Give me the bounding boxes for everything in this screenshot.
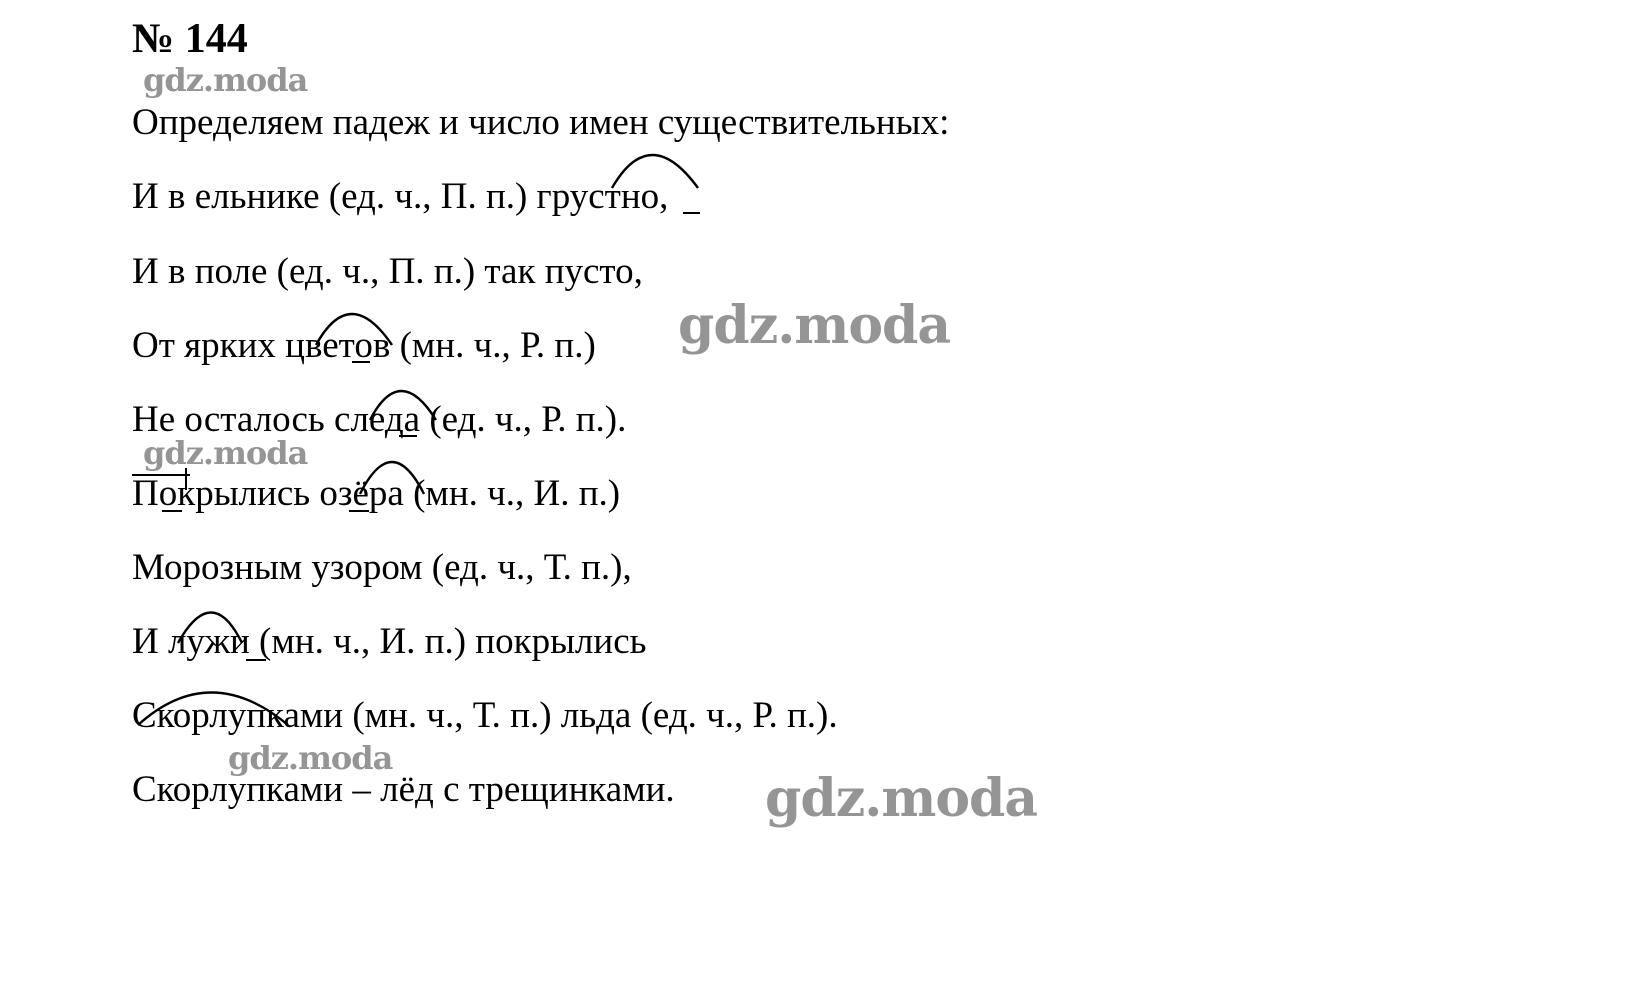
poem-line-1: И в ельнике (ед. ч., П. п.) грустно, xyxy=(132,176,669,217)
poem-line-4: Не осталось следа (ед. ч., Р. п.). xyxy=(132,399,627,440)
intro-text: Определяем падеж и число имен существительных: xyxy=(132,102,950,143)
poem-line-8: Скорлупками (мн. ч., Т. п.) льда (ед. ч., Р. п.). xyxy=(132,695,838,736)
watermark: gdz.moda xyxy=(143,434,308,472)
poem-line-2: И в поле (ед. ч., П. п.) так пусто, xyxy=(132,251,643,292)
poem-line-6: Морозным узором (ед. ч., Т. п.), xyxy=(132,547,632,588)
watermark: gdz.moda xyxy=(765,768,1038,829)
poem-line-7: И лужи (мн. ч., И. п.) покрылись xyxy=(132,621,647,662)
watermark: gdz.moda xyxy=(143,61,308,99)
poem-line-3: От ярких цветов (мн. ч., Р. п.) xyxy=(132,325,596,366)
poem-line-9: Скорлупками – лёд с трещинками. xyxy=(132,769,675,810)
watermark: gdz.moda xyxy=(678,295,951,356)
exercise-number: № 144 xyxy=(132,16,248,62)
watermark: gdz.moda xyxy=(228,739,393,777)
poem-line-5: Покрылись озёра (мн. ч., И. п.) xyxy=(132,473,621,514)
